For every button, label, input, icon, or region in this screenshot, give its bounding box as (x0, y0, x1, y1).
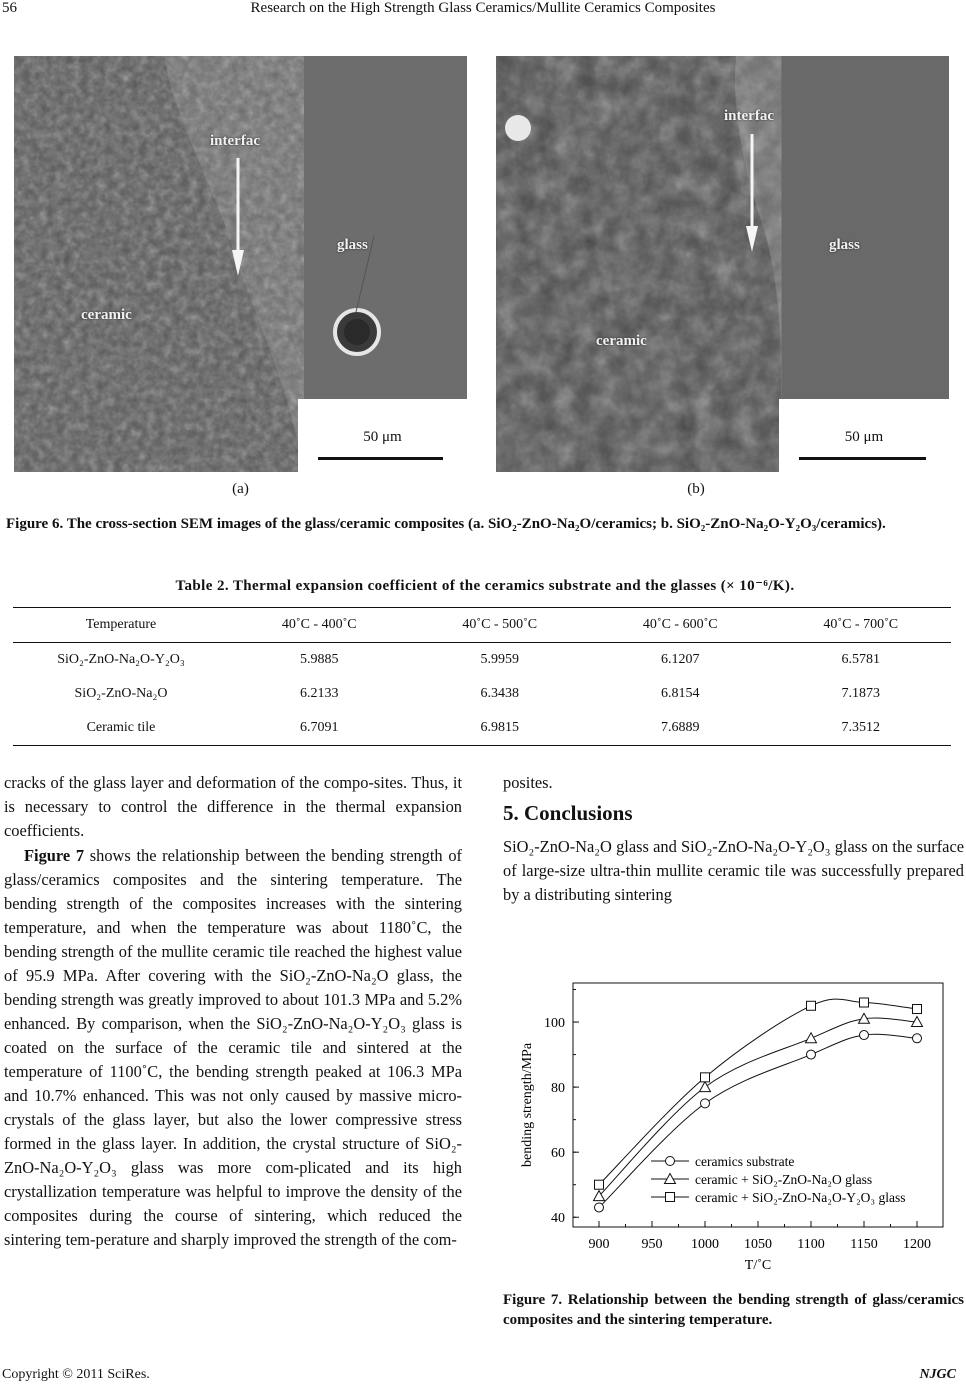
sem-image-b (496, 56, 949, 472)
running-title: Research on the High Strength Glass Ceramics/Mullite Ceramics Composites (250, 0, 716, 16)
x-tick-label: 1150 (850, 1237, 878, 1252)
data-point (700, 1082, 711, 1092)
journal-name: NJGC (919, 1367, 956, 1382)
table-header-cell: 40˚C - 600˚C (642, 617, 718, 632)
table-cell: 6.8154 (661, 686, 700, 701)
x-tick-label: 1000 (691, 1237, 719, 1252)
label-glass: glass (337, 237, 368, 253)
data-point (913, 1005, 922, 1014)
scale-bar-label: 50 μm (844, 429, 884, 445)
sublabel-b: (b) (687, 481, 705, 497)
table-header-cell: Temperature (85, 617, 157, 632)
figure-ref-link[interactable]: Figure 7 (24, 846, 85, 865)
table-cell: SiO₂-ZnO-Na₂O (74, 686, 168, 701)
scale-bar-box (779, 399, 949, 472)
table-row (13, 643, 951, 678)
data-point (595, 1180, 604, 1189)
paragraph: SiO₂-ZnO-Na₂O glass and SiO₂-ZnO-Na₂O-Y₂O₃ glass on the surface of large-size ultra-thin mullite ceramic tile was successfully prepared by a distributing sintering (503, 837, 964, 904)
y-tick-label: 60 (551, 1146, 565, 1162)
table-cell: 6.1207 (661, 652, 700, 667)
paragraph: posites. (503, 773, 553, 792)
table-cell: 7.6889 (661, 720, 700, 735)
table2 (13, 607, 951, 746)
table-cell: 6.3438 (480, 686, 519, 701)
y-axis-label: bending strength/MPa (520, 1042, 535, 1168)
x-tick-label: 950 (641, 1237, 663, 1252)
x-tick-label: 1100 (797, 1237, 825, 1252)
table-header-cell: 40˚C - 500˚C (462, 617, 538, 632)
scale-bar (799, 457, 926, 460)
legend-label: ceramic + SiO₂-ZnO-Na₂O-Y₂O₃ glass (695, 1190, 906, 1205)
sublabel-a: (a) (232, 481, 249, 497)
table-cell: SiO₂-ZnO-Na₂O-Y₂O₃ (57, 652, 185, 667)
scale-bar (318, 457, 443, 460)
left-column (4, 771, 462, 1252)
interface-arrow (742, 134, 762, 254)
table-cell: Ceramic tile (86, 720, 156, 735)
table-row (13, 711, 951, 746)
y-tick-label: 40 (551, 1211, 565, 1227)
y-tick-label: 100 (544, 1016, 565, 1032)
scale-bar-label: 50 μm (363, 429, 402, 445)
data-point (807, 1001, 816, 1010)
sem-image-a (14, 56, 467, 472)
label-ceramic: ceramic (596, 333, 647, 349)
paragraph: cracks of the glass layer and deformation of the compo-sites. Thus, it is necessary to control the difference in the thermal expansion coefficients. (4, 773, 462, 840)
figure7-chart (503, 975, 963, 1275)
table2-caption: Table 2. Thermal expansion coefficient of the ceramics substrate and the glasses (× 10⁻⁶/K). (175, 578, 795, 594)
x-tick-label: 900 (588, 1237, 610, 1252)
figure6-caption: Figure 6. The cross-section SEM images of the glass/ceramic composites (a. SiO₂-ZnO-Na₂O/ceramics; b. SiO₂-ZnO-Na₂O-Y₂O₃/ceramics). (6, 516, 886, 532)
table-cell: 6.2133 (300, 686, 339, 701)
x-tick-label: 1200 (903, 1237, 931, 1252)
table-cell: 7.1873 (841, 686, 880, 701)
table-header-cell: 40˚C - 700˚C (823, 617, 899, 632)
data-point (595, 1203, 604, 1212)
x-tick-label: 1050 (744, 1237, 772, 1252)
data-point (701, 1099, 710, 1108)
table-cell: 5.9959 (480, 652, 519, 667)
page-footer (0, 1367, 966, 1385)
series-line (599, 1018, 917, 1196)
copyright: Copyright © 2011 SciRes. (2, 1367, 150, 1382)
interface-arrow (228, 158, 248, 278)
section-heading: 5. Conclusions (503, 801, 633, 825)
data-point (806, 1033, 817, 1043)
data-point (860, 1031, 869, 1040)
label-interface: interfac (210, 133, 260, 149)
legend-label: ceramic + SiO₂-ZnO-Na₂O glass (695, 1172, 873, 1187)
page-number: 56 (2, 0, 17, 16)
label-glass: glass (829, 237, 860, 253)
y-tick-label: 80 (551, 1081, 565, 1097)
table-row (13, 677, 951, 711)
scale-bar-box (298, 399, 467, 472)
label-ceramic: ceramic (81, 307, 132, 323)
legend-label: ceramics substrate (695, 1154, 795, 1169)
label-interface: interfac (724, 108, 774, 124)
data-point (701, 1073, 710, 1082)
data-point (807, 1050, 816, 1059)
legend-marker (666, 1157, 675, 1166)
table-header-row (13, 608, 951, 643)
paragraph-text: shows the relationship between the bending strength of glass/ceramics composites and the sintering temperature. The bending strength of the composites increases with the sintering temperature, and when the temperature was about 1180˚C, the bending strength of the mullite ceramic tile reached the highest value of 95.9 MPa. After covering with the SiO₂-ZnO-Na₂O glass, the bending strength was greatly improved to about 101.3 MPa and 5.2% enhanced. By comparison, when the SiO₂-ZnO-Na₂O-Y₂O₃ glass is coated on the surface of the ceramic tile and sintered at the temperature of 1100˚C, the bending strength peaked at 106.3 MPa and 10.7% enhanced. This was not only caused by massive micro-crystals of the glass layer, but also the lower compressive stress formed in the glass layer. In addition, the crystal structure of SiO₂-ZnO-Na₂O-Y₂O₃ glass was more com-plicated and its high crystallization temperature was helpful to improve the density of the composites during the course of sintering, which reduced the sintering tem-perature and sharply improved the strength of the com- (4, 846, 462, 1249)
table-cell: 6.9815 (480, 720, 519, 735)
right-column (503, 771, 964, 907)
table-cell: 6.7091 (300, 720, 339, 735)
page-header (0, 0, 966, 22)
table-header-cell: 40˚C - 400˚C (281, 617, 357, 632)
data-point (913, 1034, 922, 1043)
data-point (860, 998, 869, 1007)
table-cell: 7.3512 (841, 720, 880, 735)
figure7-caption: Figure 7. Relationship between the bending strength of glass/ceramics composites and the sintering temperature. (503, 1292, 964, 1328)
table-cell: 5.9885 (300, 652, 339, 667)
paragraph (4, 844, 462, 1252)
x-axis-label: T/˚C (744, 1258, 772, 1273)
table-cell: 6.5781 (841, 652, 880, 667)
legend-marker (666, 1193, 675, 1202)
